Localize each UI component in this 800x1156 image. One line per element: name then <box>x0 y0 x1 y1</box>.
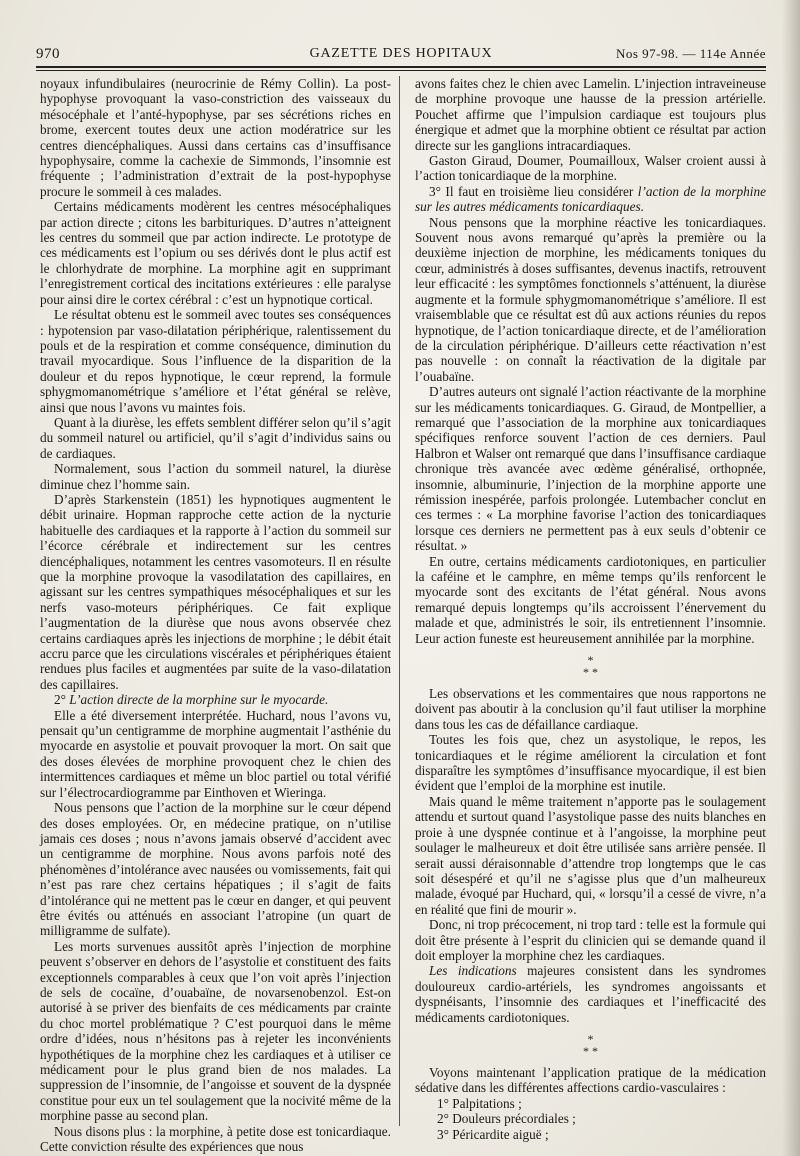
section-heading <box>415 184 766 215</box>
paragraph: Normalement, sous l’action du sommeil naturel, la diurèse diminue chez l’homme sain. <box>40 461 391 492</box>
italic-lead: Les indications <box>429 963 517 979</box>
journal-title: GAZETTE DES HOPITAUX <box>309 46 493 61</box>
paragraph: Nous pensons que l’action de la morphine sur le cœur dépend des doses employées. Or, en médecine pratique, on n’utilise jamais ces doses ; nous n’avons jamais observé d’accident avec un centigramme de morphine. Nous avons parfois noté des phénomènes d’intolérance avec nausées ou vomissements, fait qui n’est pas rare chez certains hépatiques ; il s’agit de faits d’intolérance qui ne mettent pas le cœur en danger, et qui peuvent être évités ou atténués en associant l’atropine (un quart de milligramme de sulfate). <box>40 800 392 939</box>
paragraph: Toutes les fois que, chez un asystolique, le repos, les tonicardiaques et le régime améliorent la circulation et font disparaître les symptômes d’insuffisance myocardique, il est bien évident que l’emploi de la morphine est inutile. <box>415 732 766 794</box>
section-heading <box>40 692 391 707</box>
paragraph: En outre, certains médicaments cardiotoniques, en particulier la caféine et le camphre, en même temps qu’ils renforcent le myocarde sont des excitants de l’état général. Nous avons remarqué depuis longtemps qu’ils accroissent l’énervement du malade et que, administrés le soir, ils entretiennent l’insomnie. Leur action funeste est heureusement annihilée par la morphine. <box>415 553 766 646</box>
list-item: 1° Palpitations ; <box>437 1095 522 1111</box>
paragraph: Les observations et les commentaires que nous rapportons ne doivent pas aboutir à la conclusion qu’il faut utiliser la morphine dans tous les cas de défaillance cardiaque. <box>415 686 766 732</box>
paragraph: Elle a été diversement interprétée. Huchard, nous l’avons vu, pensait qu’un centigramme de morphine augmentait l’asthénie du myocarde en asystolie et pouvait provoquer la mort. On sait que des doses élevées de morphine provoquent chez le chien des intermittences cardiaques et même un bloc partiel ou total vérifié sur l’électrocardiogramme par Einthoven et Wieringa. <box>40 707 391 800</box>
left-column <box>40 76 391 1154</box>
section-number: 3° <box>429 183 441 199</box>
section-lead-text: Il faut en troisième lieu considérer <box>445 183 638 199</box>
section-title: l’action de la morphine sur les autres médicaments tonicardiaques. <box>415 183 766 215</box>
dinkus-stars: * * <box>583 1043 598 1058</box>
page-number: 970 <box>36 46 60 62</box>
list-item: 2° Douleurs précordiales ; <box>437 1111 576 1127</box>
header-rule-thin <box>36 70 766 71</box>
header-rule-thick <box>36 66 766 68</box>
paragraph: Donc, ni trop précocement, ni trop tard : telle est la formule qui doit être présente à l’esprit du clinicien qui se demande quand il doit employer la morphine chez les cardiaques. <box>415 917 766 963</box>
running-header <box>36 44 766 66</box>
section-dinkus <box>415 654 766 678</box>
paragraph-continued: avons faites chez le chien avec Lamelin. L’injection intraveineuse de morphine provoque une hausse de la pression artérielle. Pouchet affirme que l’impulsion cardiaque est toujours plus énergique et admet que la morphine obtient ce résultat par action directe sur les ganglions intracardiaques. <box>415 76 766 153</box>
paragraph-continued: noyaux infundibulaires (neurocrinie de Rémy Collin). La post-hypophyse provoquant la vaso-constriction des vaisseaux du mésocéphale et l’anté-hypophyse, par ses sécrétions riches en brome, exercent toutes deux une action modératrice sur les centres diencéphaliques. Aussi dans certains cas d’insuffisance hypophysaire, comme la cachexie de Simmonds, l’insomnie est fréquente ; l’administration d’extrait de la post-hypophyse procure le sommeil à ces malades. <box>40 76 391 199</box>
section-dinkus <box>415 1033 766 1057</box>
paragraph: D’autres auteurs ont signalé l’action réactivante de la morphine sur les médicaments tonicardiaques. G. Giraud, de Montpellier, a remarqué que l’association de la morphine aux tonicardiaques spécifiques renforce souvent l’action de ces derniers. Paul Halbron et Walser ont remarqué que dans l’insuffisance cardiaque chronique très avancée avec œdème généralisé, orthopnée, insomnie, albuminurie, l’injection de la morphine apporte une rémission inespérée, parfois prolongée. Lutembacher conclut en ces termes : « La morphine favorise l’action des tonicardiaques lorsque ces derniers ne permettent pas à eux seuls d’obtenir ce résultat. » <box>415 384 766 554</box>
paragraph: Quant à la diurèse, les effets semblent différer selon qu’il s’agit du sommeil naturel ou artificiel, qu’il s’agit d’individus sains ou de cardiaques. <box>40 414 391 461</box>
paragraph: Certains médicaments modèrent les centres mésocéphaliques par action directe ; citons les barbituriques. D’autres n’atteignent les centres du sommeil que par action indirecte. Le prototype de ces médicaments est l’opium ou ses dérivés dont le plus actif est le chlorhydrate de morphine. La morphine agit en supprimant l’enregistrement cortical des incitations extérieures : elle paralyse pour ainsi dire le cortex cérébral : c’est un hypnotique cortical. <box>40 199 391 307</box>
section-title: L’action directe de la morphine sur le myocarde. <box>69 692 329 708</box>
paragraph <box>415 963 766 1025</box>
paragraph: D’après Starkenstein (1851) les hypnotiques augmentent le débit urinaire. Hopman rapproche cette action de la nycturie habituelle des cardiaques et la rapporte à l’action du sommeil sur l’écorce cérébrale et indirectement sur les centres diencéphaliques, notamment les centres vasomoteurs. Il en résulte que la morphine provoque la vasodilatation des capillaires, en agissant sur les centres sympathiques mésocéphaliques et sur les nerfs vaso-moteurs périphériques. Ce fait explique l’augmentation de la diurèse que nous avons observée chez certains cardiaques après les injections de morphine ; le débit était accru parce que les circulations viscérales et périphériques étaient rendues plus faciles et augmentées par suite de la vaso-dilatation des capillaires. <box>40 491 391 692</box>
dinkus-stars: * * <box>583 665 598 680</box>
paragraph: Nous disons plus : la morphine, à petite dose est tonicardiaque. Cette conviction résulte des expériences que nous <box>40 1123 391 1155</box>
dinkus-star: * <box>587 653 594 668</box>
paragraph: Voyons maintenant l’application pratique de la médication sédative dans les différentes affections cardio-vasculaires : <box>415 1064 766 1096</box>
dinkus-star: * <box>587 1031 594 1046</box>
section-number: 2° <box>54 692 66 708</box>
paragraph: Les morts survenues aussitôt après l’injection de morphine peuvent s’observer en dehors de l’asystolie et constituent des faits exceptionnels comparables à ceux que l’on voit après l’injection de sels de cocaïne, d’ouabaïne, de novarsenobenzol. Est-on autorisé à se priver des bienfaits de ces médicaments par crainte du choc mortel problématique ? C’est pourquoi dans le même ordre d’idées, nous n’hésitons pas à rejeter les inconvénients hypothétiques de la morphine chez les cardiaques et à utiliser ce médicament pour le plus grand bien de nos malades. La suppression de l’insomnie, de l’angoisse et souvent de la dyspnée constitue pour eux un tel soulagement que la nocivité même de la morphine passe au second plan. <box>40 938 391 1124</box>
issue-info: Nos 97-98. — 114e Année <box>615 46 766 61</box>
column-divider <box>399 76 400 1126</box>
page-edge-shadow <box>782 0 800 1156</box>
paragraph: Mais quand le même traitement n’apporte pas le soulagement attendu et surtout quand l’asystolique passe des nuits blanches en proie à une dyspnée continue et à l’angoisse, la morphine peut soulager le malheureux et doit être utilisée sans arrière pensée. Il serait aussi déraisonnable d’attendre trop longtemps que le cas soit désespéré et qu’il ne s’agisse plus que d’un malheureux malade, évoqué par Huchard, qui, « lorsqu’il a cessé de vivre, n’a en réalité que fini de mourir ». <box>415 793 766 917</box>
list-item: 3° Péricardite aiguë ; <box>437 1126 549 1142</box>
paragraph: Le résultat obtenu est le sommeil avec toutes ses conséquences : hypotension par vaso-dilatation périphérique, ralentissement du pouls et de la respiration et comme conséquence, diminution du travail myocardique. Sous l’influence de la disparition de la douleur et du repos hypnotique, le cœur reprend, la formule sphygmomanométrique s’améliore et l’état général se relève, ainsi que nous l’avons vu maintes fois. <box>40 307 391 415</box>
right-column <box>415 76 766 1142</box>
paragraph: Gaston Giraud, Doumer, Poumailloux, Walser croient aussi à l’action tonicardiaque de la morphine. <box>415 153 766 184</box>
paragraph-text: majeures consistent dans les syndromes douloureux cardio-artériels, les syndromes angoissants et dyspnéisants, l’insomnie des cardiaques et l’inefficacité des médicaments cardiotoniques. <box>415 963 766 1025</box>
paragraph: Nous pensons que la morphine réactive les tonicardiaques. Souvent nous avons remarqué qu’après la première ou la deuxième injection de morphine, les médicaments toniques du cœur, administrés à doses suffisantes, devenus inactifs, retrouvent leur efficacité : les symptômes fonctionnels s’atténuent, la diurèse augmente et la formule sphygmomanométrique s’améliore. Il est vraisemblable que ce résultat est dû aux actions réunies du repos hypnotique, de l’action tonicardiaque directe, et de l’amélioration de la circulation périphérique. D’ailleurs cette réactivation n’est pas nouvelle : on connaît la réactivation de la digitale par l’ouabaïne. <box>415 214 766 384</box>
